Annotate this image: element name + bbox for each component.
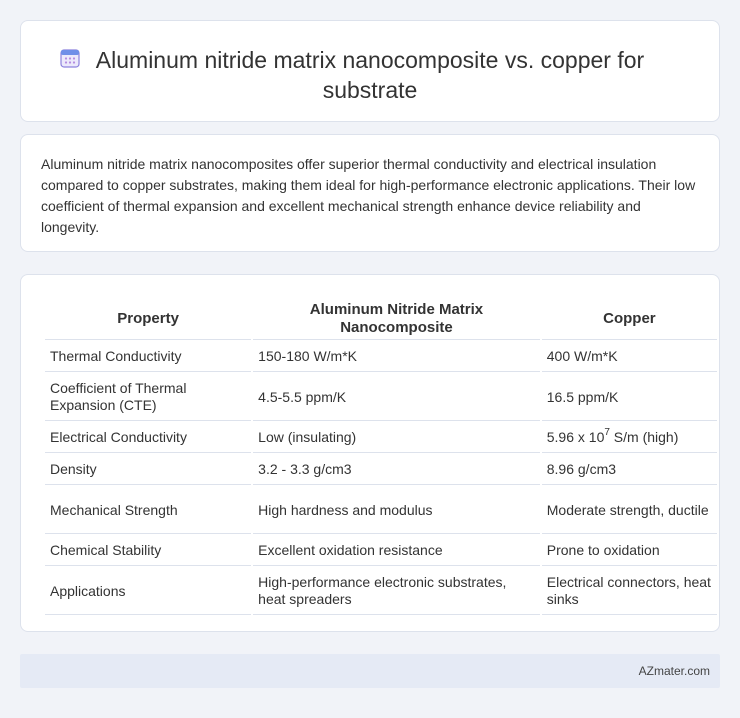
intro-paragraph: Aluminum nitride matrix nanocomposites offer superior thermal conductivity and electrical insulation compared to copper substrates, making them ideal for high-performance electronic applications. Their low coefficient of thermal expansion and excellent mechanical strength enhance device reliability and longevity.: [41, 156, 696, 235]
table-row: [45, 374, 717, 421]
cell-aln: Excellent oxidation resistance: [253, 536, 540, 566]
header-copper: Copper: [542, 297, 717, 340]
intro-card: [20, 134, 720, 252]
cell-property: Density: [45, 455, 251, 485]
title-card: [20, 20, 720, 122]
table-row: [45, 455, 717, 485]
footer-brand: AZmater.com: [638, 664, 710, 678]
cell-copper: 16.5 ppm/K: [542, 374, 717, 421]
table-row: [45, 568, 717, 615]
cell-property: Thermal Conductivity: [45, 342, 251, 372]
cell-copper: Moderate strength, ductile: [542, 487, 717, 534]
comparison-card: [20, 274, 720, 632]
header-aln: Aluminum Nitride Matrix Nanocomposite: [253, 297, 540, 340]
cell-copper: Electrical connectors, heat sinks: [542, 568, 717, 615]
copper-conductivity-exponent: 7: [604, 427, 610, 439]
cell-copper: Prone to oxidation: [542, 536, 717, 566]
cell-copper: 400 W/m*K: [542, 342, 717, 372]
table-header-row: [45, 297, 717, 340]
table-row: [45, 487, 717, 534]
cell-property: Chemical Stability: [45, 536, 251, 566]
cell-aln: 150-180 W/m*K: [253, 342, 540, 372]
copper-conductivity-base: 5.96 x 10: [546, 429, 605, 445]
cell-aln: 4.5-5.5 ppm/K: [253, 374, 540, 421]
table-row: [45, 536, 717, 566]
cell-property: Electrical Conductivity: [45, 423, 251, 453]
cell-aln: High hardness and modulus: [253, 487, 540, 534]
cell-aln: 3.2 - 3.3 g/cm3: [253, 455, 540, 485]
header-property: Property: [45, 297, 251, 340]
cell-property: Mechanical Strength: [45, 487, 251, 534]
cell-copper: [542, 423, 717, 453]
page-title: Aluminum nitride matrix nanocomposite vs. copper for substrate: [95, 47, 645, 103]
cell-property: Coefficient of Thermal Expansion (CTE): [45, 374, 251, 421]
footer-bar: [20, 654, 720, 688]
comparison-table: [43, 295, 719, 617]
cell-copper: 8.96 g/cm3: [542, 455, 717, 485]
cell-aln: Low (insulating): [253, 423, 540, 453]
cell-property: Applications: [45, 568, 251, 615]
copper-conductivity-unit: S/m (high): [609, 429, 679, 445]
table-row: [45, 342, 717, 372]
cell-aln: High-performance electronic substrates, heat spreaders: [253, 568, 540, 615]
table-row: [45, 423, 717, 453]
